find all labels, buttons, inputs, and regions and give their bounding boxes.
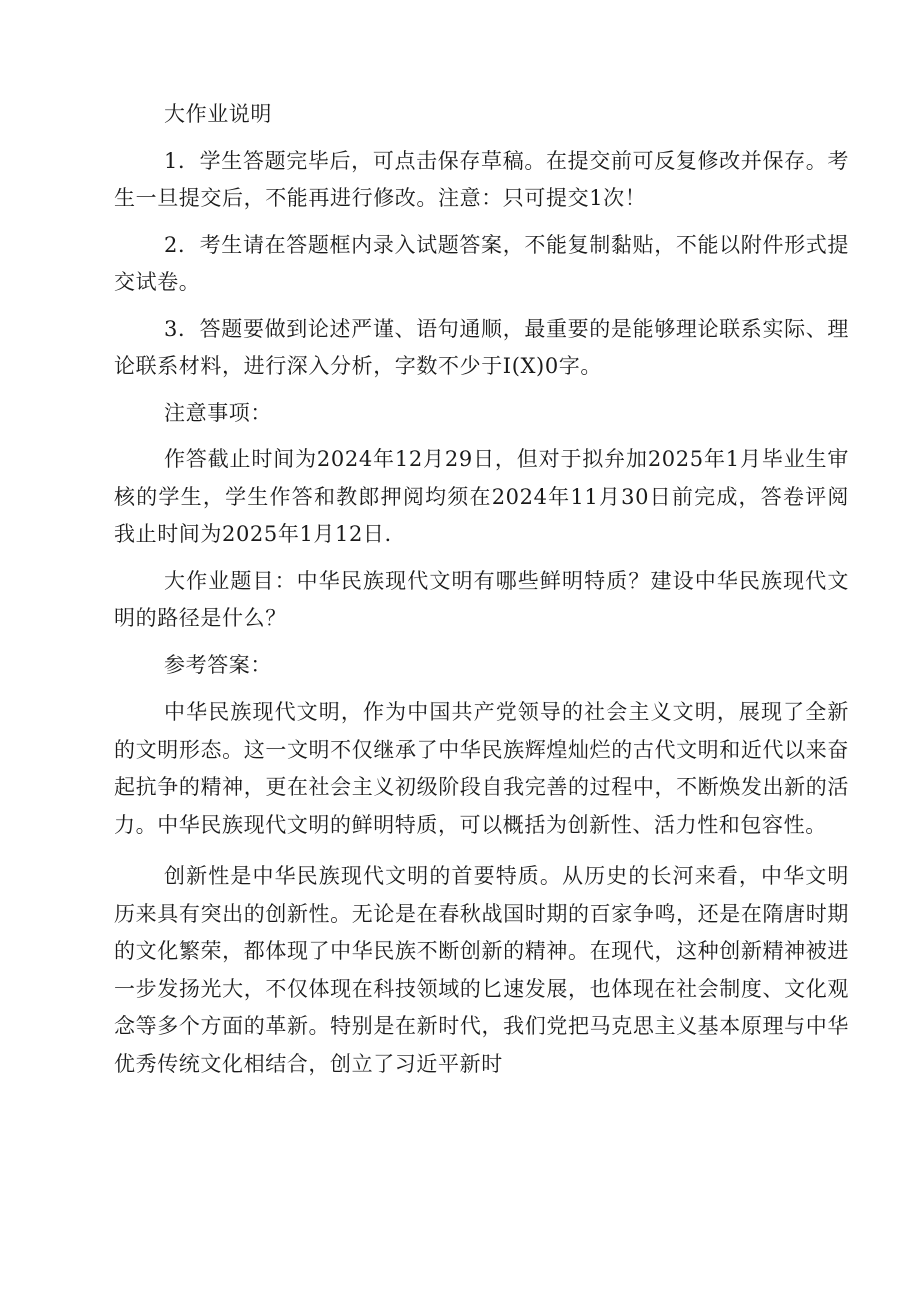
notes-heading: 注意事项： bbox=[164, 400, 272, 425]
answer-innovation-paragraph: 创新性是中华民族现代文明的首要特质。从历史的长河来看，中华文明历来具有突出的创新性。无论是在春秋战国时期的百家争鸣，还是在隋唐时期的文化繁荣，都体现了中华民族不断创新的精神。在现代，这种创新精神被进一步发扬光大，不仅体现在科技领域的匕速发展，也体现在社会制度、文化观念等多个方面的革新。特别是在新时代，我们党把马克思主义基本原理与中华优秀传统文化相结合，创立了习近平新时 bbox=[114, 864, 849, 1076]
deadline-paragraph: 作答截止时间为2024年12月29日，但对于拟弁加2025年1月毕业生审核的学生，学生作答和教郎押阅均须在2024年11月30日前完成，答卷评阅我止时间为2025年1月12日. bbox=[114, 447, 849, 546]
answer-intro-paragraph: 中华民族现代文明，作为中国共产党领导的社会主义文明，展现了全新的文明形态。这一文明不仅继承了中华民族辉煌灿烂的古代文明和近代以来奋起抗争的精神，更在社会主义初级阶段自我完善的过程中，不断焕发出新的活力。中华民族现代文明的鲜明特质，可以概括为创新性、活力性和包容性。 bbox=[114, 700, 849, 837]
question-paragraph: 大作业题目：中华民族现代文明有哪些鲜明特质？建设中华民族现代文明的路径是什么？ bbox=[114, 568, 849, 630]
instruction-1: 1．学生答题完毕后，可点击保存草稿。在提交前可反复修改并保存。考生一旦提交后，不能再进行修改。注意：只可提交1次！ bbox=[114, 148, 849, 210]
answer-heading: 参考答案： bbox=[164, 652, 272, 677]
instruction-3: 3．答题要做到论述严谨、语句通顺，最重要的是能够理论联系实际、理论联系材料，进行深入分析，字数不少于I(X)0字。 bbox=[114, 316, 849, 378]
assignment-heading: 大作业说明 bbox=[164, 102, 272, 126]
document-page bbox=[114, 96, 849, 1083]
instruction-2: 2．考生请在答题框内录入试题答案，不能复制黏贴，不能以附件形式提交试卷。 bbox=[114, 232, 849, 294]
